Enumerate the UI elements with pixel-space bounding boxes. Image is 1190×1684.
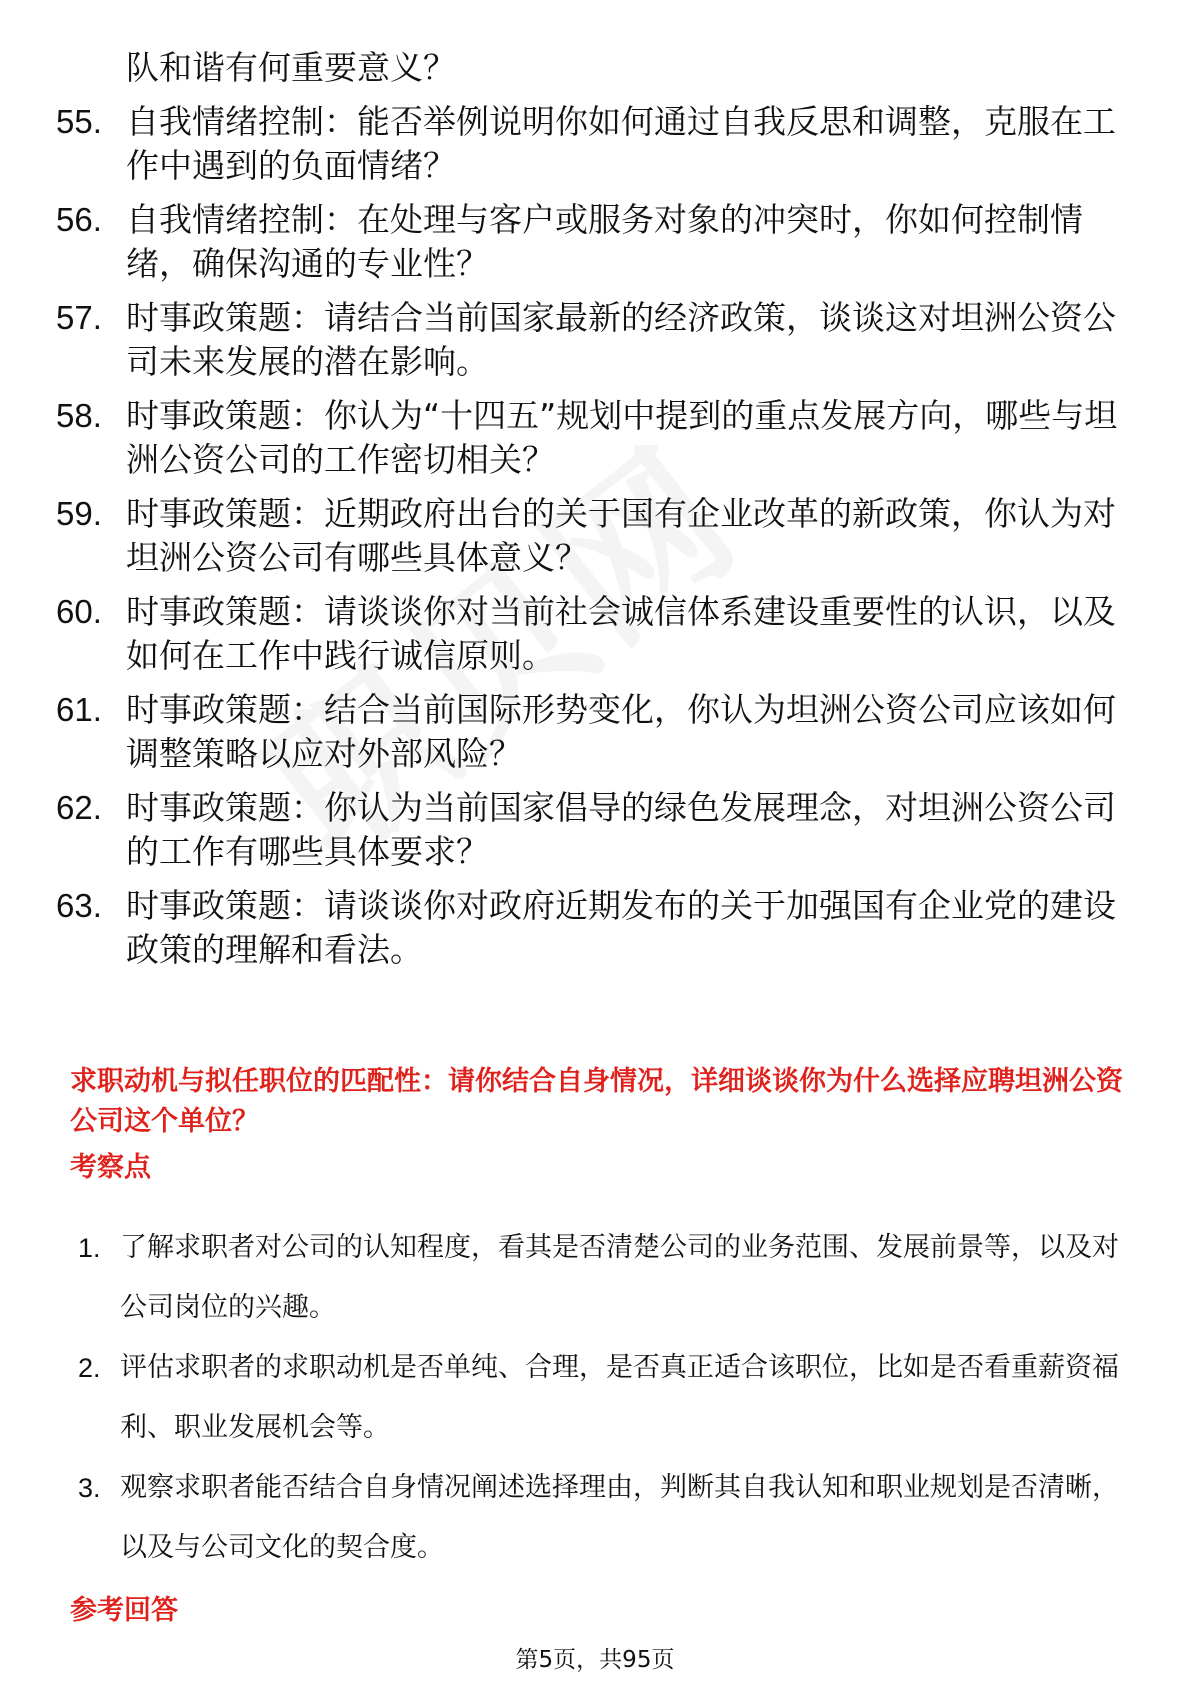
question-number: 55. (56, 103, 102, 140)
question-text: 时事政策题：你认为“十四五”规划中提到的重点发展方向，哪些与坦洲公资公司的工作密切相关？ (126, 396, 1118, 479)
question-number: 58. (56, 397, 102, 434)
point-text: 了解求职者对公司的认知程度，看其是否清楚公司的业务范围、发展前景等，以及对公司岗位的兴趣。 (120, 1232, 1119, 1323)
point-number: 2. (78, 1353, 101, 1383)
question-number: 57. (56, 299, 102, 336)
examine-point (78, 1458, 1138, 1578)
question-item (56, 688, 1136, 776)
question-number: 63. (56, 887, 102, 924)
point-text: 观察求职者能否结合自身情况阐述选择理由，判断其自我认知和职业规划是否清晰，以及与公司文化的契合度。 (120, 1472, 1119, 1563)
question-item (56, 786, 1136, 874)
examine-point (78, 1218, 1138, 1338)
question-number: 56. (56, 201, 102, 238)
question-text: 时事政策题：请结合当前国家最新的经济政策，谈谈这对坦洲公资公司未来发展的潜在影响。 (126, 298, 1116, 381)
question-continuation (56, 46, 1136, 90)
examine-points-label: 考察点 (70, 1152, 151, 1183)
question-number: 60. (56, 593, 102, 630)
question-text: 队和谐有何重要意义？ (126, 48, 456, 87)
page-indicator: 第5页，共95页 (515, 1647, 675, 1673)
question-text: 时事政策题：近期政府出台的关于国有企业改革的新政策，你认为对坦洲公资公司有哪些具体意义？ (126, 494, 1116, 577)
question-text: 时事政策题：请谈谈你对当前社会诚信体系建设重要性的认识，以及如何在工作中践行诚信原则。 (126, 592, 1116, 675)
examine-points-list (78, 1218, 1138, 1578)
question-number: 61. (56, 691, 102, 728)
question-item (56, 492, 1136, 580)
question-text: 时事政策题：你认为当前国家倡导的绿色发展理念，对坦洲公资公司的工作有哪些具体要求？ (126, 788, 1116, 871)
question-item (56, 198, 1136, 286)
question-text: 时事政策题：请谈谈你对政府近期发布的关于加强国有企业党的建设政策的理解和看法。 (126, 886, 1116, 969)
point-text: 评估求职者的求职动机是否单纯、合理，是否真正适合该职位，比如是否看重薪资福利、职业发展机会等。 (120, 1352, 1119, 1443)
question-text: 自我情绪控制：在处理与客户或服务对象的冲突时，你如何控制情绪，确保沟通的专业性？ (126, 200, 1083, 283)
examine-point (78, 1338, 1138, 1458)
point-number: 1. (78, 1233, 101, 1263)
question-number: 62. (56, 789, 102, 826)
question-item (56, 590, 1136, 678)
question-number: 59. (56, 495, 102, 532)
question-text: 自我情绪控制：能否举例说明你如何通过自我反思和调整，克服在工作中遇到的负面情绪？ (126, 102, 1116, 185)
reference-answer-label: 参考回答 (70, 1595, 178, 1626)
question-item (56, 884, 1136, 972)
question-text: 时事政策题：结合当前国际形势变化，你认为坦洲公资公司应该如何调整策略以应对外部风险？ (126, 690, 1116, 773)
section-heading: 求职动机与拟任职位的匹配性：请你结合自身情况，详细谈谈你为什么选择应聘坦洲公资公司这个单位？ (70, 1066, 1123, 1137)
question-item (56, 296, 1136, 384)
question-list (56, 46, 1136, 982)
question-item (56, 394, 1136, 482)
question-item (56, 100, 1136, 188)
point-number: 3. (78, 1473, 101, 1503)
